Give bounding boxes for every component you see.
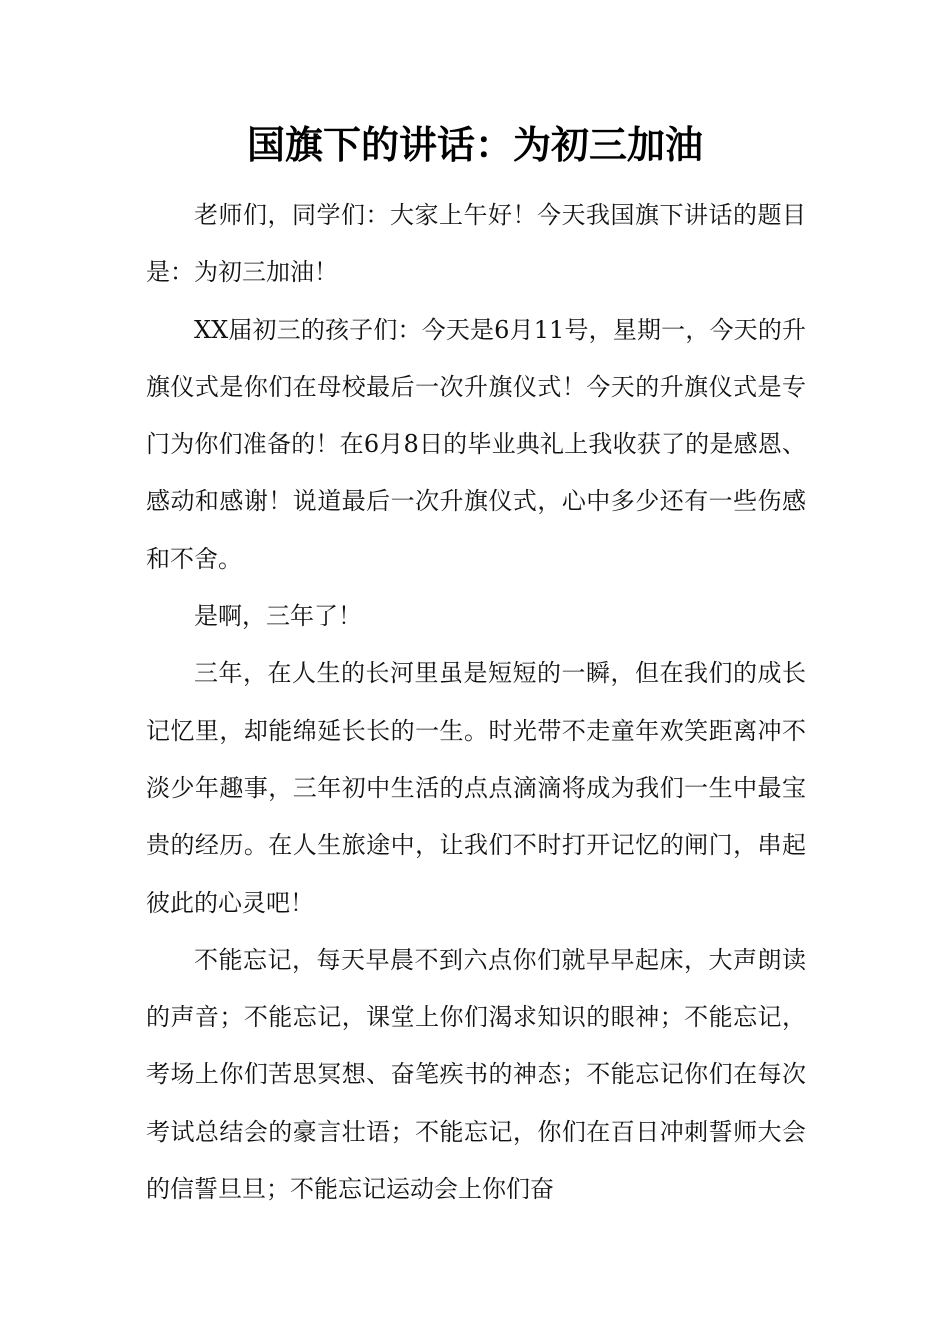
- paragraph-greeting: 老师们，同学们：大家上午好！今天我国旗下讲话的题目是：为初三加油！: [146, 201, 806, 287]
- paragraph-memories: 三年，在人生的长河里虽是短短的一瞬，但在我们的成长记忆里，却能绵延长长的一生。时光带不走童年欢笑距离冲不淡少年趣事，三年初中生活的点点滴滴将成为我们一生中最宝贵的经历。在人生旅途中，让我们不时打开记忆的闸门，串起彼此的心灵吧！: [146, 659, 806, 917]
- page-title: 国旗下的讲话：为初三加油: [246, 122, 703, 167]
- paragraph-flag-ceremony: XX届初三的孩子们：今天是6月11号，星期一，今天的升旗仪式是你们在母校最后一次升旗仪式！今天的升旗仪式是专门为你们准备的！在6月8日的毕业典礼上我收获了的是感恩、感动和感谢！说道最后一次升旗仪式，心中多少还有一些伤感和不舍。: [146, 315, 806, 573]
- document-body: [146, 187, 806, 1218]
- paragraph-cannot-forget: 不能忘记，每天早晨不到六点你们就早早起床，大声朗读的声音；不能忘记，课堂上你们渴求知识的眼神；不能忘记，考场上你们苦思冥想、奋笔疾书的神态；不能忘记你们在每次考试总结会的豪言壮语；不能忘记，你们在百日冲刺誓师大会的信誓旦旦；不能忘记运动会上你们奋: [146, 945, 806, 1204]
- paragraph-three-years: 是啊，三年了！: [194, 602, 362, 631]
